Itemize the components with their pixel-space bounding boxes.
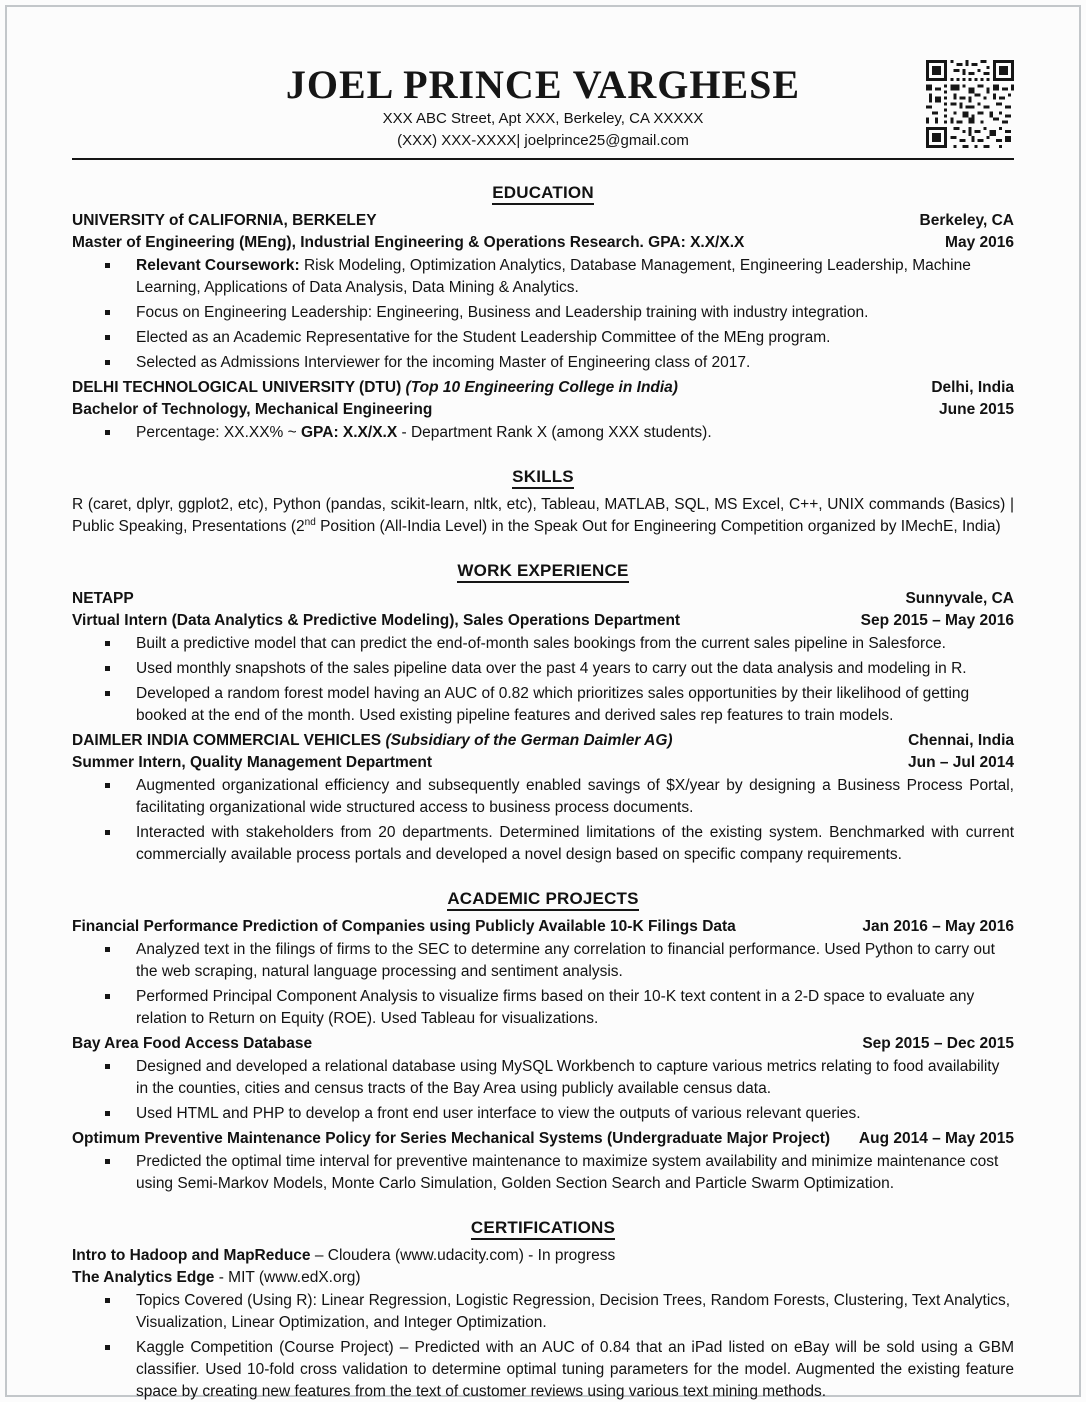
section-certifications: [72, 1217, 1014, 1402]
resume-header: [72, 62, 1014, 152]
bullet-text: Used HTML and PHP to develop a front end user interface to view the outputs of various relevant queries.: [136, 1105, 861, 1122]
list-item: [72, 986, 1014, 1030]
list-item: [72, 1290, 1014, 1334]
bullet-text: Kaggle Competition (Course Project) – Predicted with an AUC of 0.84 that an iPad listed on eBay will be sold using a GBM classifier. Used 10-fold cross validation to determine optimal tuning parameters for the model. Augmented the existing feature space by creating new features from the text of customer reviews using various text mining methods.: [136, 1339, 1014, 1400]
company-name: NETAPP: [72, 590, 134, 607]
address-line: XXX ABC Street, Apt XXX, Berkeley, CA XXXXX: [382, 110, 704, 127]
institution-location: Delhi, India: [931, 379, 1014, 396]
project-title: Optimum Preventive Maintenance Policy for Series Mechanical Systems (Undergraduate Major Project): [72, 1130, 831, 1147]
education-entry-title: [72, 210, 1014, 232]
bullet-square-icon: [105, 830, 110, 835]
role-date: Sep 2015 – May 2016: [860, 612, 1014, 629]
bullet-text: Developed a random forest model having an AUC of 0.82 which prioritizes sales opportunities by their likelihood of getting booked at the end of the month. Used existing pipeline features and derived sales rep features to train models.: [136, 685, 970, 724]
project-date: Sep 2015 – Dec 2015: [862, 1035, 1014, 1052]
bullet-text: Topics Covered (Using R): Linear Regression, Logistic Regression, Decision Trees, Random Forests, Clustering, Text Analytics, Visualization, Linear Optimization, and Integer Optimization.: [136, 1292, 1011, 1331]
company-location: Chennai, India: [908, 732, 1014, 749]
list-item: [72, 1056, 1014, 1100]
education-bullets: [72, 255, 1014, 374]
role-title: Virtual Intern (Data Analytics & Predictive Modeling), Sales Operations Department: [72, 612, 681, 629]
list-item: [72, 352, 1014, 374]
bullet-square-icon: [105, 783, 110, 788]
bullet-text: Focus on Engineering Leadership: Engineering, Business and Leadership training with industry integration.: [136, 304, 869, 321]
bullet-square-icon: [105, 360, 110, 365]
company-name: DAIMLER INDIA COMMERCIAL VEHICLES: [72, 732, 386, 749]
list-item: [72, 822, 1014, 866]
list-item: [72, 327, 1014, 349]
project-title-row: [72, 1128, 1014, 1150]
list-item: [72, 302, 1014, 324]
projects-heading: ACADEMIC PROJECTS: [72, 888, 1014, 910]
list-item: [72, 633, 1014, 655]
section-work-experience: [72, 560, 1014, 866]
bullet-square-icon: [105, 666, 110, 671]
bullet-square-icon: [105, 947, 110, 952]
project-title: Bay Area Food Access Database: [72, 1035, 313, 1052]
list-item: [72, 422, 1014, 444]
bullet-text: Elected as an Academic Representative for the Student Leadership Committee of the MEng program.: [136, 329, 831, 346]
education-entry-degree: [72, 232, 1014, 254]
institution-location: Berkeley, CA: [919, 212, 1014, 229]
bullet-square-icon: [105, 994, 110, 999]
header-divider: [72, 158, 1014, 160]
certifications-heading: CERTIFICATIONS: [72, 1217, 1014, 1239]
bullet-text: Interacted with stakeholders from 20 departments. Determined limitations of the existing system. Benchmarked with current commercially available process portals and developed a novel design based on specific company requirements.: [136, 824, 1014, 863]
list-item: [72, 1151, 1014, 1195]
bullet-bold-label: Relevant Coursework:: [136, 257, 300, 274]
bullet-square-icon: [105, 1345, 110, 1350]
work-entry-title: [72, 588, 1014, 610]
role-date: Jun – Jul 2014: [908, 754, 1014, 771]
bullet-text: Performed Principal Component Analysis to visualize firms based on their 10-K text content in a 2-D space to evaluate any relation to Return on Equity (ROE). Used Tableau for visualizations.: [136, 988, 975, 1027]
work-entry-role: [72, 752, 1014, 774]
candidate-name: JOEL PRINCE VARGHESE: [285, 62, 801, 107]
bullet-square-icon: [105, 1298, 110, 1303]
skills-text: R (caret, dplyr, ggplot2, etc), Python (pandas, scikit-learn, nltk, etc), Tableau, MATLAB, SQL, MS Excel, C++, UNIX commands (Basics) | Public Speaking, Presentations (2nd Position (All-India Level) in the Speak Out for Engineering Competition organized by IMechE, India): [72, 496, 1014, 535]
institution-name: UNIVERSITY of CALIFORNIA, BERKELEY: [72, 212, 377, 229]
bullet-text: Risk Modeling, Optimization Analytics, Database Management, Engineering Leadership, Machine Learning, Applications of Data Analysis, Data Mining & Analytics.: [136, 257, 971, 296]
company-location: Sunnyvale, CA: [905, 590, 1014, 607]
list-item: [72, 939, 1014, 983]
certification-name: Intro to Hadoop and MapReduce: [72, 1247, 311, 1264]
bullet-text: Percentage: XX.XX% ~: [136, 424, 301, 441]
project-title-row: [72, 1033, 1014, 1055]
project-bullets: [72, 1056, 1014, 1125]
project-title-row: [72, 916, 1014, 938]
education-bullets: [72, 422, 1014, 444]
certification-detail: - MIT (www.edX.org): [214, 1269, 361, 1286]
list-item: [72, 1337, 1014, 1402]
certification-name: The Analytics Edge: [72, 1269, 215, 1286]
institution-name: DELHI TECHNOLOGICAL UNIVERSITY (DTU): [72, 379, 406, 396]
bullet-square-icon: [105, 310, 110, 315]
project-date: Jan 2016 – May 2016: [862, 918, 1014, 935]
bullet-square-icon: [105, 691, 110, 696]
list-item: [72, 658, 1014, 680]
degree-name: Bachelor of Technology, Mechanical Engineering: [72, 401, 433, 418]
list-item: [72, 1103, 1014, 1125]
certification-item: [72, 1245, 1014, 1267]
degree-date: June 2015: [939, 401, 1014, 418]
education-heading: EDUCATION: [72, 182, 1014, 204]
work-heading: WORK EXPERIENCE: [72, 560, 1014, 582]
bullet-text: Built a predictive model that can predict the end-of-month sales bookings from the current sales pipeline in Salesforce.: [136, 635, 946, 652]
list-item: [72, 255, 1014, 299]
bullet-square-icon: [105, 1111, 110, 1116]
section-skills: [72, 466, 1014, 538]
degree-name: Master of Engineering (MEng), Industrial Engineering & Operations Research. GPA: X.X/X.X: [72, 234, 745, 251]
certification-item: [72, 1267, 1014, 1289]
skills-heading: SKILLS: [72, 466, 1014, 488]
bullet-square-icon: [105, 1159, 110, 1164]
institution-note: (Top 10 Engineering College in India): [405, 379, 678, 396]
bullet-square-icon: [105, 1064, 110, 1069]
project-bullets: [72, 1151, 1014, 1195]
bullet-text: Selected as Admissions Interviewer for the incoming Master of Engineering class of 2017.: [136, 354, 751, 371]
degree-date: May 2016: [945, 234, 1014, 251]
bullet-text: Augmented organizational efficiency and subsequently enabled savings of $X/year by designing a Business Process Portal, facilitating organizational wide structured access to business process documents.: [136, 777, 1014, 816]
superscript: nd: [304, 516, 316, 528]
bullet-square-icon: [105, 335, 110, 340]
section-education: [72, 182, 1014, 444]
contact-line: (XXX) XXX-XXXX| joelprince25@gmail.com: [397, 132, 689, 149]
project-date: Aug 2014 – May 2015: [858, 1130, 1014, 1147]
work-bullets: [72, 775, 1014, 866]
education-entry-title: [72, 377, 1014, 399]
section-academic-projects: [72, 888, 1014, 1195]
certification-detail: – Cloudera (www.udacity.com) - In progress: [310, 1247, 616, 1264]
bullet-square-icon: [105, 430, 110, 435]
role-title: Summer Intern, Quality Management Department: [72, 754, 433, 771]
bullet-text: Predicted the optimal time interval for preventive maintenance to maximize system availability and minimize maintenance cost using Semi-Markov Models, Monte Carlo Simulation, Golden Section Search and Particle Swarm Optimization.: [136, 1153, 999, 1192]
bullet-text: Analyzed text in the filings of firms to the SEC to determine any correlation to financial performance. Used Python to carry out the web scraping, natural language processing and sentiment analysis.: [136, 941, 995, 980]
bullet-text: - Department Rank X (among XXX students).: [397, 424, 712, 441]
project-title: Financial Performance Prediction of Companies using Publicly Available 10-K Filings Data: [72, 918, 736, 935]
list-item: [72, 775, 1014, 819]
certification-bullets: [72, 1290, 1014, 1402]
bullet-text: Used monthly snapshots of the sales pipeline data over the past 4 years to carry out the data analysis and modeling in R.: [136, 660, 967, 677]
work-bullets: [72, 633, 1014, 727]
education-entry-degree: [72, 399, 1014, 421]
work-entry-role: [72, 610, 1014, 632]
work-entry-title: [72, 730, 1014, 752]
bullet-bold-label: GPA: X.X/X.X: [301, 424, 398, 441]
bullet-text: Designed and developed a relational database using MySQL Workbench to capture various metrics relating to food availability in the counties, cities and census tracts of the Bay Area using publicly available census data.: [136, 1058, 1000, 1097]
project-bullets: [72, 939, 1014, 1030]
list-item: [72, 683, 1014, 727]
company-note: (Subsidiary of the German Daimler AG): [385, 732, 673, 749]
bullet-square-icon: [105, 641, 110, 646]
bullet-square-icon: [105, 263, 110, 268]
